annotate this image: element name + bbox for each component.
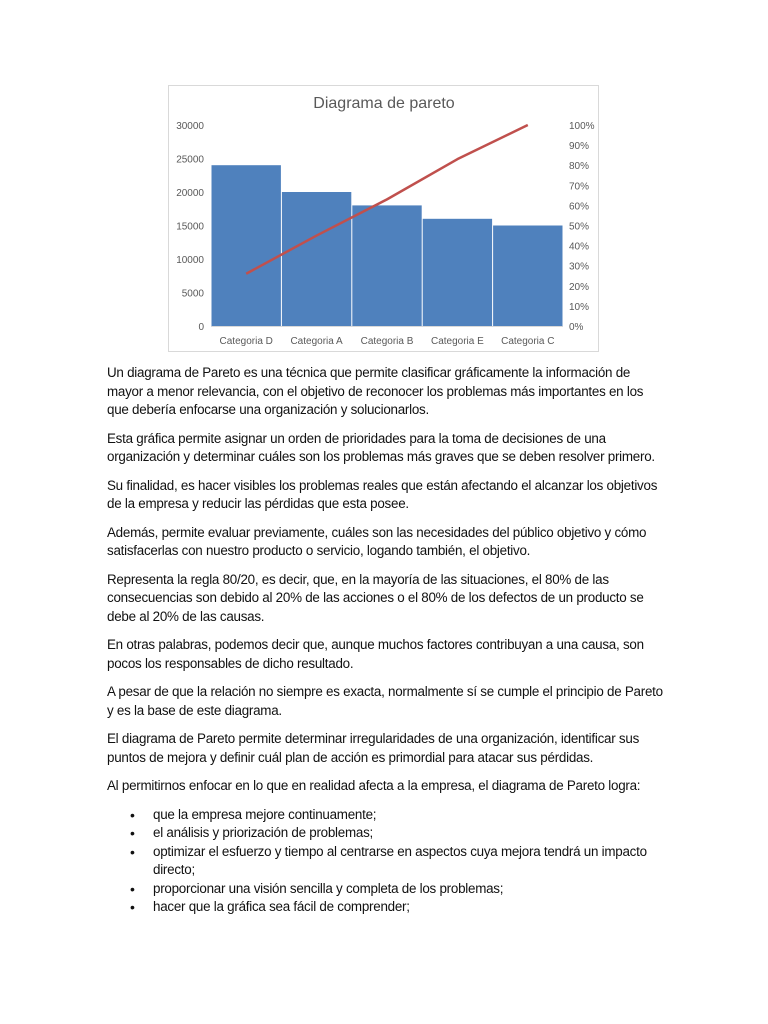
paragraph: Esta gráfica permite asignar un orden de prioridades para la toma de decisiones de una organización y determinar cuáles son los problemas más graves que se deben resolver primero. [107,430,655,464]
y2-tick-label: 70% [569,181,590,193]
y-tick-label: 20000 [176,188,204,199]
y2-tick-label: 100% [569,121,595,132]
y2-tick-label: 20% [569,281,590,293]
paragraph: Su finalidad, es hacer visibles los problemas reales que están afectando el alcanzar los objetivos de la empresa y reducir las pérdidas que esta posee. [107,477,658,511]
chart-title: Diagrama de pareto [313,95,455,112]
y2-tick-label: 80% [569,161,590,173]
paragraph: Un diagrama de Pareto es una técnica que permite clasificar gráficamente la información de mayor a menor relevancia, con el objetivo de reconocer los problemas más importantes en los que debería enfocarse una organización y solucionarlos. [107,365,644,417]
y-tick-label: 15000 [176,221,204,233]
y2-tick-label: 0% [569,322,584,333]
paragraph: En otras palabras, podemos decir que, aunque muchos factores contribuyan a una causa, son pocos los responsables de dicho resultado. [107,637,644,671]
paragraph: Al permitirnos enfocar en lo que en realidad afecta a la empresa, el diagrama de Pareto logra: [107,778,641,793]
y2-tick-label: 50% [569,221,590,233]
paragraph: A pesar de que la relación no siempre es exacta, normalmente sí se cumple el principio de Pareto y es la base de este diagrama. [107,684,663,718]
bullet-item: • proporcionar una visión sencilla y completa de los problemas; [107,880,667,899]
x-tick-label: Categoria E [430,336,484,347]
bar [212,165,281,326]
y2-tick-label: 10% [569,301,590,313]
pareto-chart-svg [169,86,600,353]
document-body [107,364,667,917]
bar [423,219,492,326]
bullet-item: • hacer que la gráfica sea fácil de comprender; [107,898,667,917]
y2-tick-label: 40% [569,241,590,253]
x-tick-label: Categoria D [219,336,273,347]
pareto-chart [168,85,599,352]
y-tick-label: 5000 [181,288,204,300]
bar [352,205,421,326]
y-tick-label: 30000 [176,121,204,132]
bullet-item: • el análisis y priorización de problemas; [107,824,667,843]
bar [493,226,562,327]
x-tick-label: Categoria B [360,336,414,347]
y2-tick-label: 90% [569,141,590,153]
bullet-list [107,806,667,917]
y2-tick-label: 60% [569,201,590,213]
paragraph: El diagrama de Pareto permite determinar irregularidades de una organización, identificar sus puntos de mejora y definir cuál plan de acción es primordial para atacar sus pérdidas. [107,731,640,765]
y-tick-label: 25000 [176,154,204,166]
bar [282,192,351,326]
y-tick-label: 10000 [176,255,204,266]
x-tick-label: Categoria A [290,336,343,347]
paragraph: Representa la regla 80/20, es decir, que, en la mayoría de las situaciones, el 80% de las consecuencias son debido al 20% de las acciones o el 80% de los defectos de un producto se debe al 20% de las causas. [107,571,644,624]
bullet-item: • optimizar el esfuerzo y tiempo al centrarse en aspectos cuya mejora tendrá un impacto directo; [107,843,667,880]
y-tick-label: 0 [198,322,204,333]
bullet-item: • que la empresa mejore continuamente; [107,806,667,825]
x-tick-label: Categoria C [501,336,555,347]
paragraph-list [107,364,667,796]
y2-tick-label: 30% [569,261,590,273]
paragraph: Además, permite evaluar previamente, cuáles son las necesidades del público objetivo y cómo satisfacerlas con nuestro producto o servicio, logando también, el objetivo. [107,524,647,558]
